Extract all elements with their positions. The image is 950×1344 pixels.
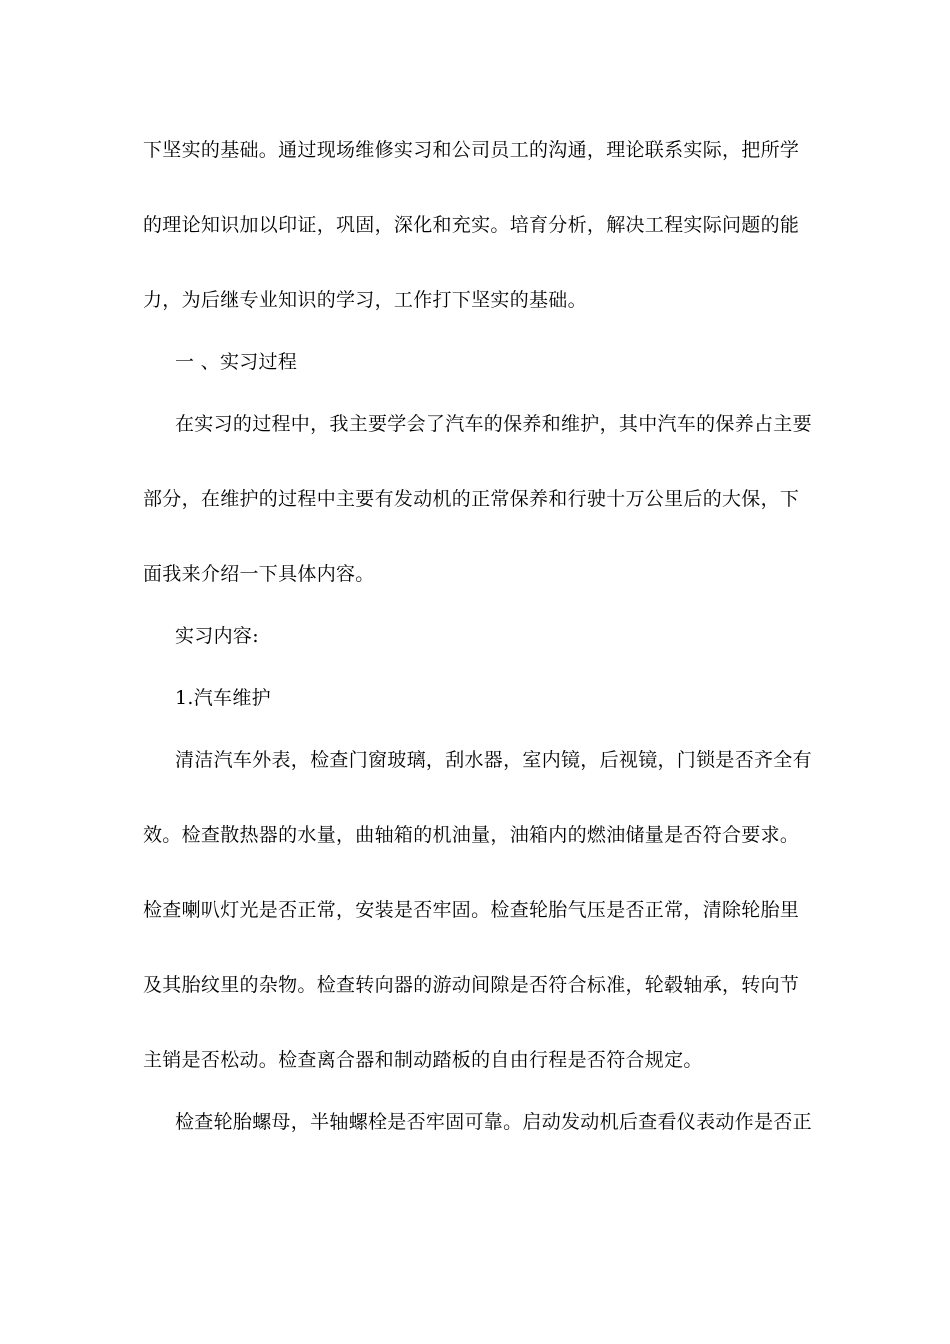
section-heading-practice-process: 一 、实习过程 [175,351,298,373]
paragraph-line-7: 清洁汽车外表，检查门窗玻璃，刮水器，室内镜，后视镜，门锁是否齐全有 [175,749,812,771]
paragraph-line-6: 面我来介绍一下具体内容。 [143,563,375,585]
paragraph-line-12: 检查轮胎螺母，半轴螺栓是否牢固可靠。启动发动机后查看仪表动作是否正 [175,1111,812,1133]
paragraph-line-2: 的理论知识加以印证，巩固，深化和充实。培育分析，解决工程实际问题的能 [143,214,800,236]
paragraph-line-11: 主销是否松动。检查离合器和制动踏板的自由行程是否符合规定。 [143,1049,703,1071]
paragraph-line-5: 部分，在维护的过程中主要有发动机的正常保养和行驶十万公里后的大保，下 [143,488,800,510]
paragraph-line-1: 下坚实的基础。通过现场维修实习和公司员工的沟通，理论联系实际，把所学 [143,139,800,161]
paragraph-line-3: 力，为后继专业知识的学习，工作打下坚实的基础。 [143,289,587,311]
paragraph-line-10: 及其胎纹里的杂物。检查转向器的游动间隙是否符合标准，轮毂轴承，转向节 [143,974,800,996]
subheading-practice-content: 实习内容: [175,625,259,647]
subheading-car-maintenance: 1.汽车维护 [175,687,271,709]
paragraph-line-8: 效。检查散热器的水量，曲轴箱的机油量，油箱内的燃油储量是否符合要求。 [143,824,800,846]
paragraph-line-9: 检查喇叭灯光是否正常，安装是否牢固。检查轮胎气压是否正常，清除轮胎里 [143,899,800,921]
paragraph-line-4: 在实习的过程中，我主要学会了汽车的保养和维护，其中汽车的保养占主要 [175,413,812,435]
